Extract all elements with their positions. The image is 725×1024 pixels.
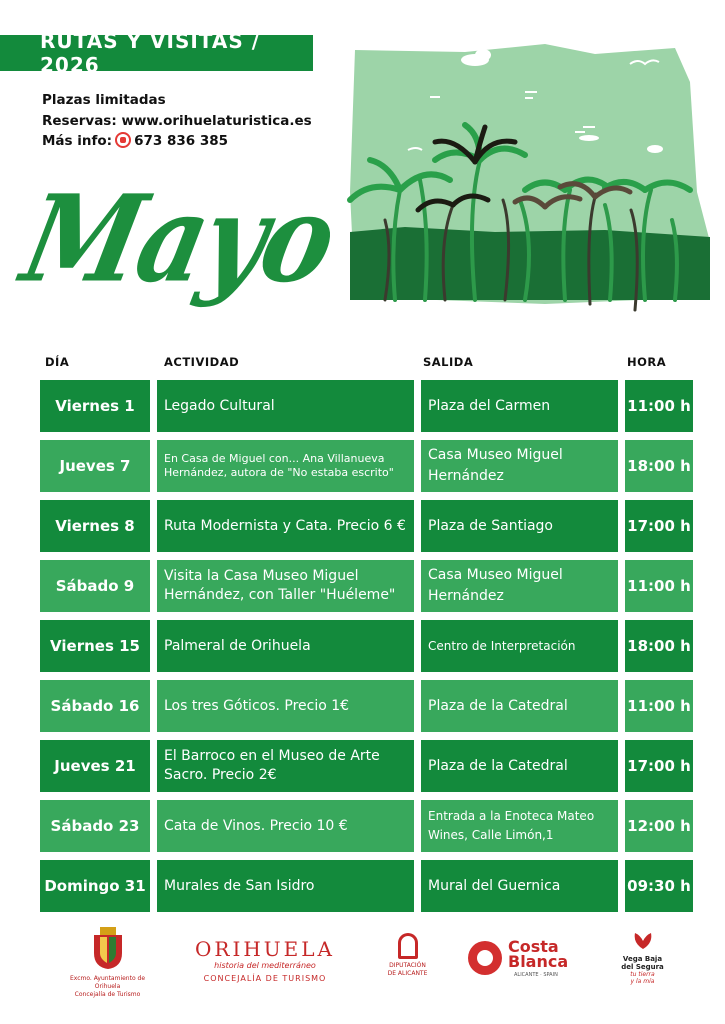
month-title: Mayo xyxy=(11,168,347,310)
info-block xyxy=(42,90,312,152)
day-cell: Viernes 1 xyxy=(40,380,150,432)
orihuela-dept: CONCEJALÍA DE TURISMO xyxy=(203,974,327,983)
activity-cell: Murales de San Isidro xyxy=(157,860,414,912)
day-cell: Jueves 7 xyxy=(40,440,150,492)
departure-cell: Plaza del Carmen xyxy=(421,380,618,432)
column-header-actividad: ACTIVIDAD xyxy=(164,355,240,369)
table-row xyxy=(40,380,693,432)
diputacion-region: DE ALICANTE xyxy=(387,970,428,977)
time-cell: 11:00 h xyxy=(625,680,693,732)
activity-cell: Palmeral de Orihuela xyxy=(157,620,414,672)
departure-cell: Centro de Interpretación xyxy=(421,620,618,672)
masinfo-line xyxy=(42,131,312,152)
departure-cell: Plaza de Santiago xyxy=(421,500,618,552)
sponsor-logos xyxy=(0,925,725,1005)
day-cell: Viernes 8 xyxy=(40,500,150,552)
time-cell: 18:00 h xyxy=(625,440,693,492)
time-cell: 18:00 h xyxy=(625,620,693,672)
day-cell: Domingo 31 xyxy=(40,860,150,912)
time-cell: 09:30 h xyxy=(625,860,693,912)
whatsapp-icon xyxy=(115,132,131,148)
vega-name-1: Vega Baja xyxy=(622,955,663,963)
masinfo-label: Más info: xyxy=(42,133,113,149)
diputacion-name: DIPUTACIÓN xyxy=(389,962,426,969)
table-row xyxy=(40,440,693,492)
time-cell: 12:00 h xyxy=(625,800,693,852)
table-row xyxy=(40,740,693,792)
blanca-word: Blanca xyxy=(508,952,569,971)
table-row xyxy=(40,500,693,552)
costa-word: Costa xyxy=(508,937,559,956)
day-cell: Viernes 15 xyxy=(40,620,150,672)
title-banner xyxy=(0,29,313,77)
palm-landscape-illustration xyxy=(345,42,710,317)
vega-name-2: del Segura xyxy=(621,963,664,971)
table-row xyxy=(40,860,693,912)
vega-tagline-2: y la mía xyxy=(630,978,655,985)
orihuela-wordmark: ORIHUELA xyxy=(195,937,335,961)
departure-cell: Plaza de la Catedral xyxy=(421,740,618,792)
departure-cell: Mural del Guernica xyxy=(421,860,618,912)
column-header-dia: DÍA xyxy=(45,355,70,369)
table-row xyxy=(40,620,693,672)
table-row xyxy=(40,800,693,852)
orihuela-tagline: historia del mediterráneo xyxy=(214,961,316,970)
time-cell: 11:00 h xyxy=(625,560,693,612)
time-cell: 17:00 h xyxy=(625,740,693,792)
column-header-hora: HORA xyxy=(627,355,667,369)
day-cell: Sábado 16 xyxy=(40,680,150,732)
banner-title: RUTAS Y VISITAS / 2026 xyxy=(40,29,261,77)
departure-cell: Casa Museo Miguel Hernández xyxy=(421,560,618,612)
phone-number[interactable]: 673 836 385 xyxy=(134,133,229,149)
ayto-name: Excmo. Ayuntamiento de Orihuela xyxy=(69,975,146,990)
time-cell: 11:00 h xyxy=(625,380,693,432)
departure-cell: Casa Museo Miguel Hernández xyxy=(421,440,618,492)
activity-cell: En Casa de Miguel con... Ana Villanueva Hernández, autora de "No estaba escrito" xyxy=(157,440,414,492)
activity-cell: Cata de Vinos. Precio 10 € xyxy=(157,800,414,852)
plazas-text: Plazas limitadas xyxy=(42,92,166,108)
day-cell: Sábado 23 xyxy=(40,800,150,852)
table-row xyxy=(40,680,693,732)
coat-of-arms-icon xyxy=(88,925,128,971)
day-cell: Jueves 21 xyxy=(40,740,150,792)
activity-cell: Ruta Modernista y Cata. Precio 6 € xyxy=(157,500,414,552)
orihuela-logo xyxy=(195,937,335,983)
activity-cell: Los tres Góticos. Precio 1€ xyxy=(157,680,414,732)
ayto-dept: Concejalía de Turismo xyxy=(74,991,141,998)
vega-tagline-1: tu tierra xyxy=(630,971,655,978)
flower-icon xyxy=(632,931,654,951)
day-cell: Sábado 9 xyxy=(40,560,150,612)
costa-region: ALICANTE · SPAIN xyxy=(514,972,558,978)
departure-cell: Plaza de la Catedral xyxy=(421,680,618,732)
table-row xyxy=(40,560,693,612)
reservas-link[interactable]: Reservas: www.orihuelaturistica.es xyxy=(42,112,312,129)
activity-cell: Visita la Casa Museo Miguel Hernández, con Taller "Huéleme" xyxy=(157,560,414,612)
column-header-salida: SALIDA xyxy=(423,355,474,369)
ayuntamiento-logo xyxy=(60,925,155,999)
diputacion-logo xyxy=(380,933,435,978)
vega-baja-logo xyxy=(615,931,670,985)
activity-cell: El Barroco en el Museo de Arte Sacro. Precio 2€ xyxy=(157,740,414,792)
departure-cell: Entrada a la Enoteca Mateo Wines, Calle Limón,1 xyxy=(421,800,618,852)
activity-cell: Legado Cultural xyxy=(157,380,414,432)
time-cell: 17:00 h xyxy=(625,500,693,552)
